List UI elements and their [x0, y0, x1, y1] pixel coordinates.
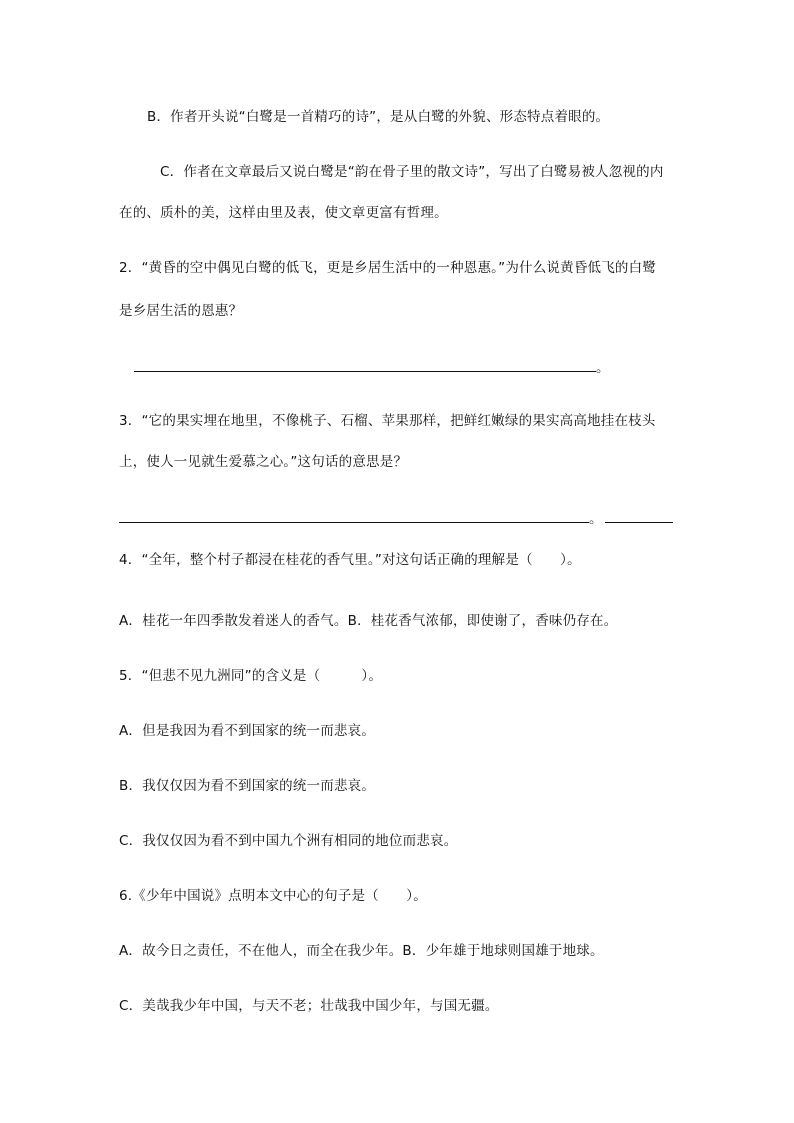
option-c-q6: C．美哉我少年中国，与天不老；壮哉我中国少年，与国无疆。: [119, 998, 499, 1014]
option-a-q5: A．但是我因为看不到国家的统一而悲哀。: [119, 723, 376, 739]
options-ab-q6: A．故今日之责任，不在他人，而全在我少年。B．少年雄于地球则国雄于地球。: [119, 943, 604, 959]
option-c-q1: C．作者在文章最后又说白鹭是“韵在骨子里的散文诗”，写出了白鹭易被人忽视的内: [160, 164, 664, 180]
option-b-q1: B．作者开头说“白鹭是一首精巧的诗”，是从白鹭的外貌、形态特点着眼的。: [147, 109, 610, 125]
answer-line-q2[interactable]: [134, 371, 596, 372]
question-3: 3．“它的果实埋在地里，不像桃子、石榴、苹果那样，把鲜红嫩绿的果实高高地挂在枝头: [119, 413, 656, 429]
question-2-cont: 是乡居生活的恩惠？: [119, 303, 243, 319]
question-6: 6.《少年中国说》点明本文中心的句子是（ ）。: [119, 888, 427, 904]
question-5: 5．“但悲不见九洲同”的含义是（ ）。: [119, 668, 383, 684]
option-c-q1-cont: 在的、质朴的美，这样由里及表，使文章更富有哲理。: [119, 205, 448, 221]
options-q4: A．桂花一年四季散发着迷人的香气。B．桂花香气浓郁，即使谢了，香味仍存在。: [119, 613, 618, 629]
answer-line-q3-extra[interactable]: [605, 522, 673, 523]
answer-line-q3[interactable]: [119, 522, 589, 523]
question-4: 4．“全年，整个村子都浸在桂花的香气里。”对这句话正确的理解是（ ）。: [119, 552, 581, 568]
question-3-cont: 上，使人一见就生爱慕之心。”这句话的意思是？: [119, 454, 408, 470]
answer-end-q3: 。: [589, 511, 603, 527]
answer-end-q2: 。: [596, 360, 610, 376]
option-c-q5: C．我仅仅因为看不到中国九个洲有相同的地位而悲哀。: [119, 833, 458, 849]
question-2: 2．“黄昏的空中偶见白鹭的低飞，更是乡居生活中的一种恩惠。”为什么说黄昏低飞的白鹭: [119, 260, 657, 276]
option-b-q5: B．我仅仅因为看不到国家的统一而悲哀。: [119, 778, 376, 794]
